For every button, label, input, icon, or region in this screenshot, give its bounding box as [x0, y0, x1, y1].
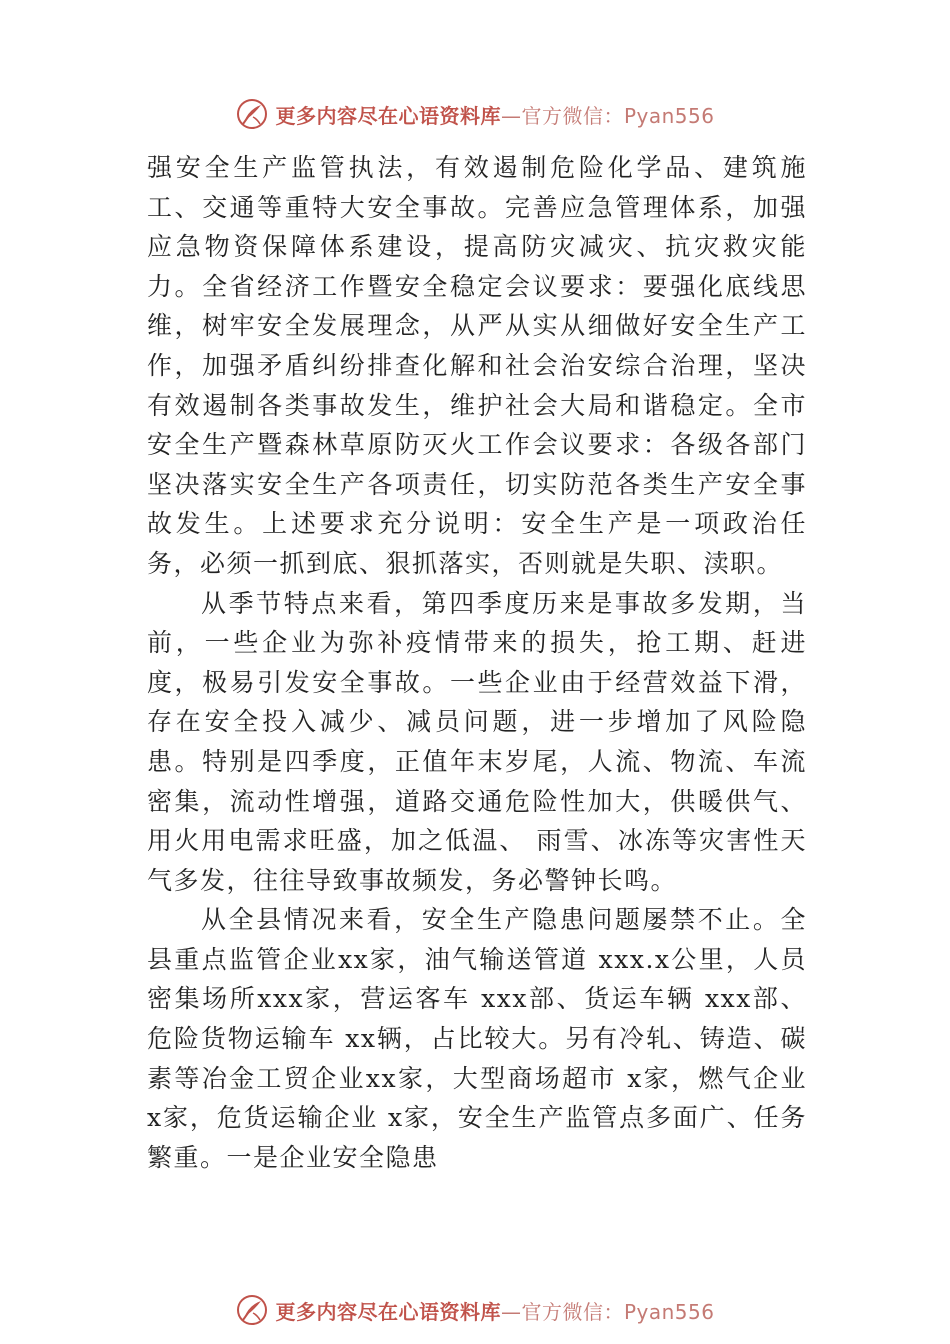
header-banner-main: 更多内容尽在心语资料库 — [275, 103, 501, 128]
header-banner-separator: — — [500, 103, 522, 128]
footer-banner-separator: — — [500, 1299, 522, 1324]
paragraph-1: 强安全生产监管执法，有效遏制危险化学品、建筑施工、交通等重特大安全事故。完善应急管理体系，加强应急物资保障体系建设，提高防灾减灾、抗灾救灾能力。全省经济工作暨安全稳定会议要求：要强化底线思维，树牢安全发展理念，从严从实从细做好安全生产工作，加强矛盾纠纷排查化解和社会治安综合治理，坚决有效遏制各类事故发生，维护社会大局和谐稳定。全市安全生产暨森林草原防灭火工作会议要求：各级各部门坚决落实安全生产各项责任，切实防范各类生产安全事故发生。上述要求充分说明：安全生产是一项政治任务，必须一抓到底、狠抓落实，否则就是失职、渎职。 — [147, 153, 807, 578]
header-banner — [0, 92, 950, 136]
footer-banner-wechat: 官方微信：Pyan556 — [521, 1299, 715, 1324]
footer-banner-main: 更多内容尽在心语资料库 — [275, 1299, 501, 1324]
footer-banner — [0, 1288, 950, 1332]
document-body — [147, 148, 807, 1177]
header-banner-wechat: 官方微信：Pyan556 — [521, 103, 715, 128]
paragraph-2: 从季节特点来看，第四季度历来是事故多发期，当前，一些企业为弥补疫情带来的损失，抢工期、赶进度，极易引发安全事故。一些企业由于经营效益下滑，存在安全投入减少、减员问题，进一步增加了风险隐患。特别是四季度，正值年末岁尾，人流、物流、车流密集，流动性增强，道路交通危险性加大，供暖供气、用火用电需求旺盛，加之低温、 雨雪、冰冻等灾害性天气多发，往往导致事故频发，务必警钟长鸣。 — [147, 588, 807, 895]
quill-logo-icon — [235, 1293, 269, 1327]
header-banner-text — [275, 100, 714, 129]
footer-banner-text — [275, 1296, 714, 1325]
paragraph-3: 从全县情况来看，安全生产隐患问题屡禁不止。全县重点监管企业xx家，油气输送管道 xxx.x公里，人员密集场所xxx家，营运客车 xxx部、货运车辆 xxx部、危险货物运输车 xx辆，占比较大。另有冷轧、铸造、碳素等冶金工贸企业xx家，大型商场超市 x家，燃气企业 x家，危货运输企业 x家，安全生产监管点多面广、任务繁重。一是企业安全隐患 — [147, 905, 807, 1172]
quill-logo-icon — [235, 97, 269, 131]
